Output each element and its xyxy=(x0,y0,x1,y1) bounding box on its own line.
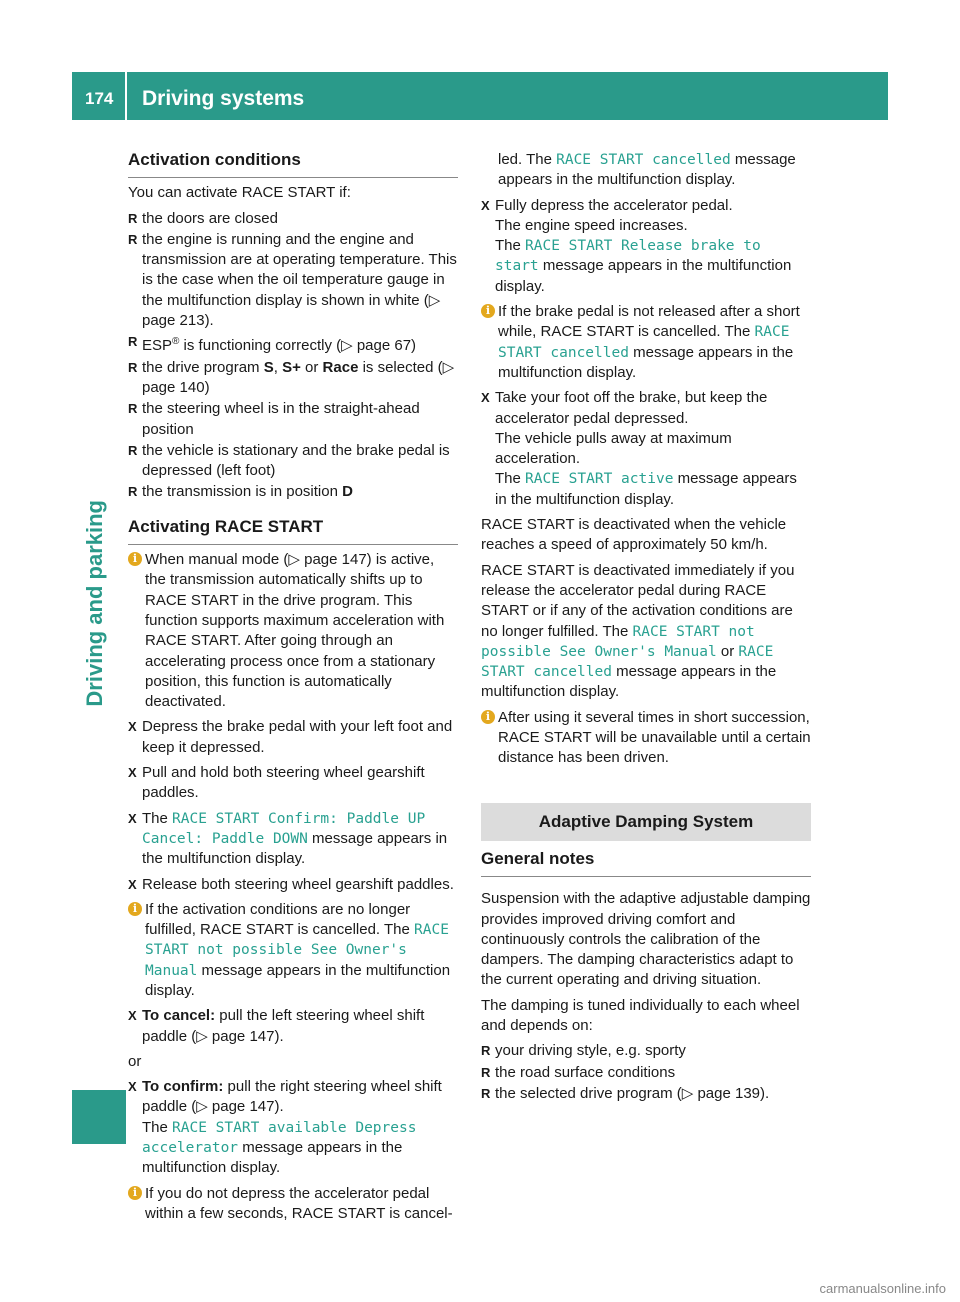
list-item: R the doors are closed xyxy=(128,209,458,229)
display-message: RACE START cancelled xyxy=(498,324,790,361)
paragraph: Suspension with the adaptive adjustable damping provides improved driving comfort and continuously controls the calibration of the dampers. The damping characteristics adapt to the current operating and driving situation. xyxy=(481,890,811,989)
info-icon: i xyxy=(128,1186,142,1200)
instruction-step: X Release both steering wheel gearshift paddles. xyxy=(128,875,458,895)
chapter-side-tab xyxy=(80,500,120,707)
display-message: RACE START not possible See Owner's Manual xyxy=(145,922,449,979)
paragraph: led. The RACE START cancelled message appears in the multifunction display. xyxy=(498,151,796,189)
display-message: RACE START available Depress accelerator xyxy=(142,1119,417,1157)
info-icon: i xyxy=(128,902,142,916)
list-item: R the road surface conditions xyxy=(481,1063,811,1083)
info-icon: i xyxy=(481,710,495,724)
list-item: R the selected drive program (▷ page 139). xyxy=(481,1084,811,1104)
instruction-step: X Take your foot off the brake, but keep the accelerator pedal depressed. The vehicle pulls away at maximum acceleration. The RACE START active message appears in the multifunction display. xyxy=(481,388,811,510)
chapter-marker xyxy=(72,1090,126,1144)
instruction-step: X Pull and hold both steering wheel gearshift paddles. xyxy=(128,763,458,804)
heading-activating-race-start: Activating RACE START xyxy=(128,517,458,545)
list-item: R the engine is running and the engine and transmission are at operating temperature. This is the case when the oil temperature gauge in the multifunction display is shown in white (▷ page 213). xyxy=(128,230,458,331)
right-column xyxy=(481,150,811,1105)
heading-activation-conditions: Activation conditions xyxy=(128,150,458,178)
paragraph: You can activate RACE START if: xyxy=(128,184,351,202)
instruction-step: X To cancel: pull the left steering wheel shift paddle (▷ page 147). xyxy=(128,1006,458,1047)
display-message: RACE START active xyxy=(525,471,674,488)
info-icon: i xyxy=(128,552,142,566)
heading-adaptive-damping-system: Adaptive Damping System xyxy=(481,803,811,841)
display-message: RACE START cancelled xyxy=(556,152,731,168)
info-note: i If you do not depress the accelerator pedal within a few seconds, RACE START is cancel- xyxy=(128,1184,458,1225)
info-note: i If the activation conditions are no longer fulfilled, RACE START is cancelled. The RACE START not possible See Owner's Manual message appears in the multifunction display. xyxy=(128,900,458,1001)
left-column xyxy=(128,150,458,1229)
info-icon: i xyxy=(481,304,495,318)
display-message: RACE START Confirm: Paddle UP Cancel: Paddle DOWN xyxy=(142,810,426,847)
list-item: R the drive program S, S+ or Race is selected (▷ page 140) xyxy=(128,358,458,399)
display-message: RACE START not possible See Owner's Manual xyxy=(481,623,755,660)
display-message: RACE START cancelled xyxy=(481,643,774,681)
header-divider xyxy=(125,72,127,120)
info-note: i When manual mode (▷ page 147) is active, the transmission automatically shifts up to RACE START in the drive program. This function supports maximum acceleration with RACE START. After going through an accelerating process once from a stationary position, this function is automatically deactivated. xyxy=(128,550,458,712)
info-note: i After using it several times in short succession, RACE START will be unavailable until a certain distance has been driven. xyxy=(481,708,811,769)
page-title: Driving systems xyxy=(142,87,305,110)
footer-watermark: carmanualsonline.info xyxy=(819,1281,946,1296)
list-item: R the steering wheel is in the straight-ahead position xyxy=(128,399,458,440)
paragraph: RACE START is deactivated when the vehicle reaches a speed of approximately 50 km/h. xyxy=(481,516,787,554)
chapter-label: Driving and parking xyxy=(82,500,107,707)
list-item: R ESP® is functioning correctly (▷ page 67) xyxy=(128,332,458,356)
paragraph: The damping is tuned individually to each wheel and depends on: xyxy=(481,996,800,1034)
list-item: R your driving style, e.g. sporty xyxy=(481,1041,811,1061)
page-number: 174 xyxy=(85,89,114,108)
instruction-step: X Fully depress the accelerator pedal. The engine speed increases. The RACE START Release brake to start message appears in the multifunction display. xyxy=(481,196,811,297)
heading-general-notes: General notes xyxy=(481,849,811,877)
instruction-step: X Depress the brake pedal with your left foot and keep it depressed. xyxy=(128,717,458,758)
list-item: R the vehicle is stationary and the brake pedal is depressed (left foot) xyxy=(128,441,458,482)
instruction-step: X To confirm: pull the right steering wheel shift paddle (▷ page 147). The RACE START available Depress accelerator message appears in the multifunction display. xyxy=(128,1077,458,1178)
instruction-step: X The RACE START Confirm: Paddle UP Cancel: Paddle DOWN message appears in the multifunction display. xyxy=(128,809,458,870)
paragraph: or xyxy=(128,1052,142,1070)
paragraph: RACE START is deactivated immediately if you release the accelerator pedal during RACE START or if any of the activation conditions are no longer fulfilled. The RACE START not possible See Owner's Manual or RACE START cancelled message appears in the multifunction display. xyxy=(481,561,795,701)
list-item: R the transmission is in position D xyxy=(128,482,458,502)
info-note: i If the brake pedal is not released after a short while, RACE START is cancelled. The RACE START cancelled message appears in the multifunction display. xyxy=(481,302,811,383)
display-message: RACE START Release brake to start xyxy=(495,238,761,275)
